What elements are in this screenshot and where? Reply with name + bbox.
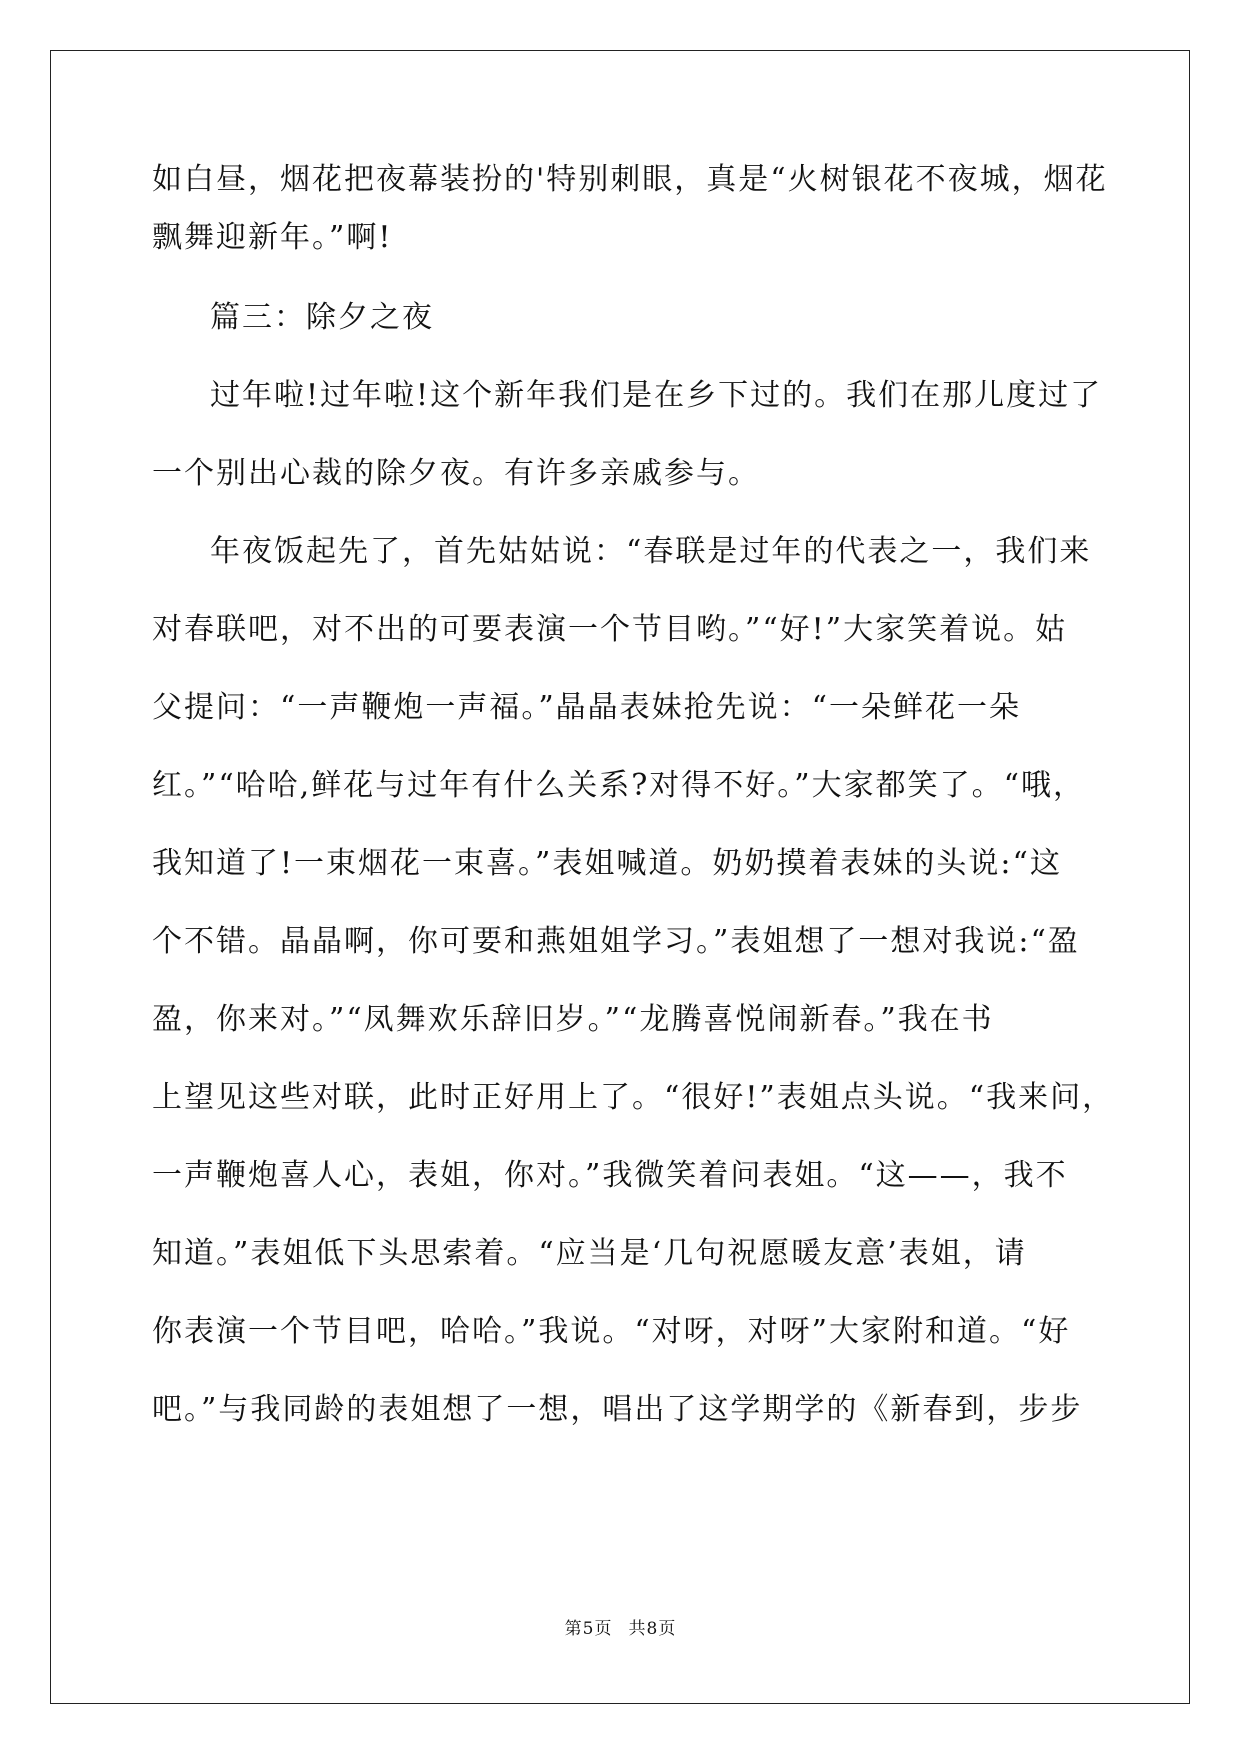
- text-line: 个不错。晶晶啊，你可要和燕姐姐学习。”表姐想了一想对我说:“盈: [152, 924, 1080, 959]
- text-line: 对春联吧，对不出的可要表演一个节目哟。”“好!”大家笑着说。姑: [152, 612, 1068, 647]
- text-line: 父提问：“一声鞭炮一声福。”晶晶表妹抢先说：“一朵鲜花一朵: [152, 690, 1022, 725]
- text-line: 一个别出心裁的除夕夜。有许多亲戚参与。: [152, 456, 760, 491]
- text-line: 年夜饭起先了，首先姑姑说：“春联是过年的代表之一，我们来: [210, 534, 1092, 569]
- text-line: 过年啦!过年啦!这个新年我们是在乡下过的。我们在那儿度过了: [210, 378, 1103, 413]
- page-number: 第5页: [564, 1619, 613, 1639]
- page-total: 共8页: [628, 1619, 677, 1639]
- text-line: 知道。”表姐低下头思索着。“应当是‘几句祝愿暖友意’表姐，请: [152, 1236, 1027, 1271]
- text-line: 如白昼，烟花把夜幕装扮的'特别刺眼，真是“火树银花不夜城，烟花: [152, 162, 1108, 197]
- section-heading: 篇三：除夕之夜: [210, 300, 434, 335]
- text-line: 我知道了!一束烟花一束喜。”表姐喊道。奶奶摸着表妹的头说:“这: [152, 846, 1062, 881]
- text-line: 吧。”与我同龄的表姐想了一想，唱出了这学期学的《新春到，步步: [152, 1392, 1083, 1427]
- text-line: 红。”“哈哈,鲜花与过年有什么关系?对得不好。”大家都笑了。“哦，: [152, 768, 1085, 803]
- text-line: 盈，你来对。”“凤舞欢乐辞旧岁。”“龙腾喜悦闹新春。”我在书: [152, 1002, 994, 1037]
- text-line: 飘舞迎新年。”啊!: [152, 220, 393, 255]
- text-line: 上望见这些对联，此时正好用上了。“很好!”表姐点头说。“我来问，: [152, 1080, 1115, 1115]
- page-footer: [0, 1614, 1241, 1639]
- text-line: 你表演一个节目吧，哈哈。”我说。“对呀，对呀”大家附和道。“好: [152, 1314, 1071, 1349]
- text-line: 一声鞭炮喜人心，表姐，你对。”我微笑着问表姐。“这——，我不: [152, 1158, 1068, 1193]
